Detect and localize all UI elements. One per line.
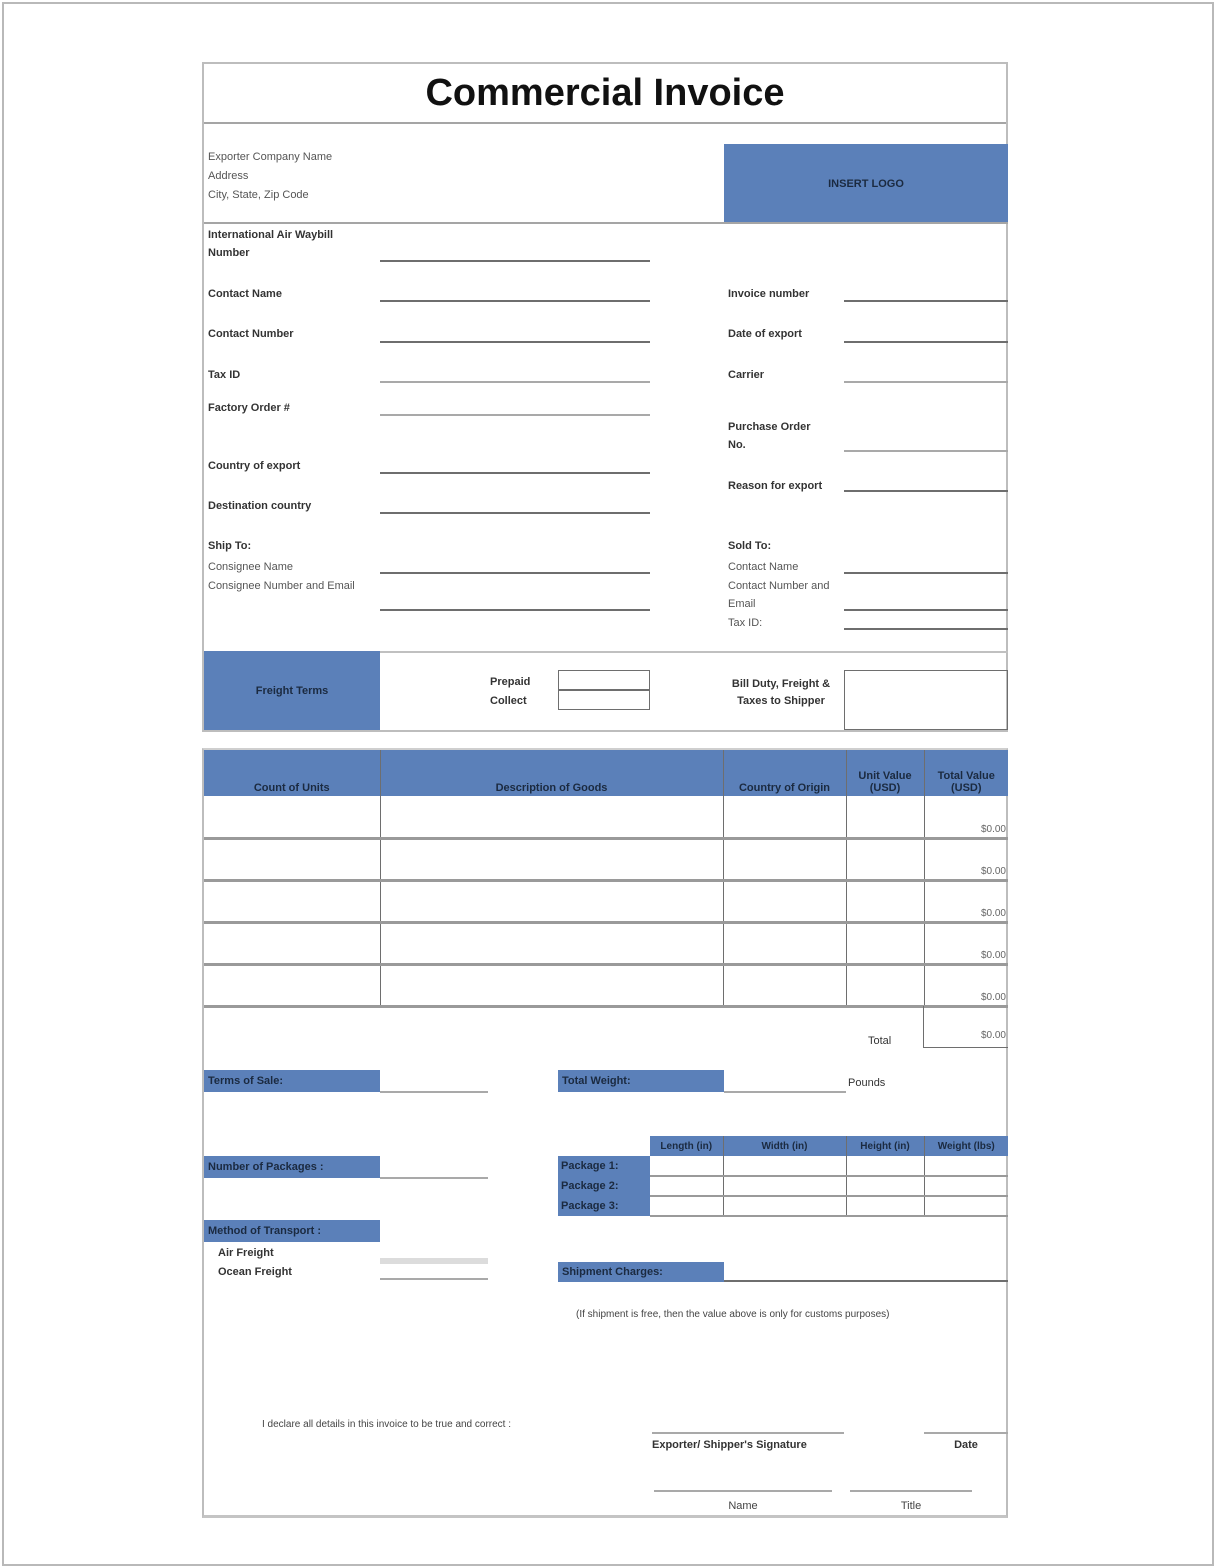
sold-to-contact-number-input[interactable] bbox=[844, 609, 1008, 611]
air-waybill-label: International Air Waybill Number bbox=[208, 229, 334, 259]
destination-country-label: Destination country bbox=[208, 500, 312, 512]
ship-to-heading: Ship To: bbox=[208, 540, 252, 552]
contact-name-input[interactable] bbox=[380, 300, 650, 302]
column-header: Description of Goods bbox=[380, 750, 723, 796]
sold-to-tax-id-input[interactable] bbox=[844, 628, 1008, 630]
customs-note: (If shipment is free, then the value above is only for customs purposes) bbox=[576, 1309, 890, 1320]
unit-value-cell[interactable] bbox=[846, 922, 924, 964]
prepaid-checkbox[interactable] bbox=[558, 670, 650, 690]
width-cell[interactable] bbox=[723, 1176, 846, 1196]
origin-cell[interactable] bbox=[723, 964, 846, 1006]
table-row bbox=[204, 964, 1008, 1006]
logo-label: INSERT LOGO bbox=[828, 178, 904, 190]
height-cell[interactable] bbox=[846, 1196, 924, 1216]
consignee-number-email-input[interactable] bbox=[380, 609, 650, 611]
purchase-order-label: Purchase Order No. bbox=[728, 421, 811, 451]
package-label: Package 2: bbox=[558, 1176, 650, 1196]
unit-value-cell[interactable] bbox=[846, 838, 924, 880]
freight-terms-label bbox=[204, 651, 380, 730]
empty-corner bbox=[558, 1136, 650, 1156]
shipment-charges-input[interactable] bbox=[724, 1280, 1008, 1282]
date-input[interactable] bbox=[924, 1432, 1008, 1434]
purchase-order-input[interactable] bbox=[844, 450, 1008, 452]
weight-cell[interactable] bbox=[924, 1156, 1008, 1176]
carrier-input[interactable] bbox=[844, 381, 1008, 383]
table-row bbox=[558, 1176, 1008, 1196]
table-row bbox=[204, 796, 1008, 838]
table-row bbox=[204, 838, 1008, 880]
total-weight-input[interactable] bbox=[724, 1091, 846, 1093]
shipment-charges-text: Shipment Charges: bbox=[562, 1266, 663, 1278]
count-cell[interactable] bbox=[204, 964, 380, 1006]
width-cell[interactable] bbox=[723, 1196, 846, 1216]
declaration-text: I declare all details in this invoice to be true and correct : bbox=[262, 1419, 512, 1430]
packages-table bbox=[558, 1136, 1008, 1217]
exporter-signature-label: Exporter/ Shipper's Signature bbox=[652, 1439, 807, 1451]
exporter-company-name[interactable]: Exporter Company Name bbox=[208, 151, 333, 163]
prepaid-label: Prepaid bbox=[490, 676, 531, 688]
height-cell[interactable] bbox=[846, 1156, 924, 1176]
insert-logo-placeholder[interactable] bbox=[724, 144, 1008, 224]
total-value-cell: $0.00 bbox=[924, 796, 1008, 838]
origin-cell[interactable] bbox=[723, 880, 846, 922]
unit-value-cell[interactable] bbox=[846, 964, 924, 1006]
number-of-packages-input[interactable] bbox=[380, 1177, 488, 1179]
exporter-city-state-zip[interactable]: City, State, Zip Code bbox=[208, 189, 309, 201]
description-cell[interactable] bbox=[380, 922, 723, 964]
name-label: Name bbox=[728, 1500, 758, 1512]
sold-to-tax-id-label: Tax ID: bbox=[728, 617, 763, 629]
package-label: Package 3: bbox=[558, 1196, 650, 1216]
length-cell[interactable] bbox=[650, 1176, 723, 1196]
table-row bbox=[558, 1196, 1008, 1216]
weight-cell[interactable] bbox=[924, 1196, 1008, 1216]
total-weight-label bbox=[558, 1070, 724, 1092]
unit-value-cell[interactable] bbox=[846, 880, 924, 922]
terms-of-sale-label bbox=[204, 1070, 380, 1092]
carrier-label: Carrier bbox=[728, 369, 765, 381]
number-of-packages-label bbox=[204, 1156, 380, 1178]
column-header: Weight (lbs) bbox=[924, 1136, 1008, 1156]
page-title: Commercial Invoice bbox=[204, 64, 1006, 124]
shipment-charges-label bbox=[558, 1262, 724, 1282]
method-of-transport-text: Method of Transport : bbox=[208, 1225, 322, 1237]
terms-of-sale-text: Terms of Sale: bbox=[208, 1075, 283, 1087]
pounds-unit: Pounds bbox=[848, 1077, 886, 1089]
bill-duty-label: Bill Duty, Freight & Taxes to Shipper bbox=[731, 678, 831, 707]
origin-cell[interactable] bbox=[723, 796, 846, 838]
tax-id-input[interactable] bbox=[380, 381, 650, 383]
total-weight-text: Total Weight: bbox=[562, 1075, 631, 1087]
bill-duty-input[interactable] bbox=[844, 670, 1008, 730]
date-of-export-input[interactable] bbox=[844, 341, 1008, 343]
total-label: Total bbox=[868, 1035, 892, 1047]
count-cell[interactable] bbox=[204, 922, 380, 964]
destination-country-input[interactable] bbox=[380, 512, 650, 514]
total-value-cell: $0.00 bbox=[924, 838, 1008, 880]
description-cell[interactable] bbox=[380, 796, 723, 838]
column-header: Unit Value (USD) bbox=[846, 750, 924, 796]
contact-number-input[interactable] bbox=[380, 341, 650, 343]
description-cell[interactable] bbox=[380, 880, 723, 922]
items-table bbox=[204, 750, 1008, 1008]
collect-checkbox[interactable] bbox=[558, 690, 650, 710]
table-row bbox=[204, 922, 1008, 964]
length-cell[interactable] bbox=[650, 1196, 723, 1216]
column-header: Total Value (USD) bbox=[924, 750, 1008, 796]
factory-order-label: Factory Order # bbox=[208, 402, 290, 414]
column-header: Height (in) bbox=[846, 1136, 924, 1156]
invoice-items-section bbox=[202, 748, 1008, 1518]
date-of-export-label: Date of export bbox=[728, 328, 802, 340]
width-cell[interactable] bbox=[723, 1156, 846, 1176]
origin-cell[interactable] bbox=[723, 838, 846, 880]
items-table-header bbox=[204, 750, 1008, 796]
invoice-number-label: Invoice number bbox=[728, 288, 810, 300]
date-label: Date bbox=[954, 1439, 978, 1451]
table-row bbox=[204, 880, 1008, 922]
count-cell[interactable] bbox=[204, 796, 380, 838]
total-value-cell: $0.00 bbox=[924, 880, 1008, 922]
name-input[interactable] bbox=[654, 1490, 832, 1492]
count-cell[interactable] bbox=[204, 880, 380, 922]
package-label: Package 1: bbox=[558, 1156, 650, 1176]
count-cell[interactable] bbox=[204, 838, 380, 880]
exporter-signature-input[interactable] bbox=[652, 1432, 844, 1434]
contact-name-label: Contact Name bbox=[208, 288, 282, 300]
sold-to-heading: Sold To: bbox=[728, 540, 772, 552]
freight-terms-text: Freight Terms bbox=[255, 684, 329, 697]
height-cell[interactable] bbox=[846, 1176, 924, 1196]
ocean-freight-input[interactable] bbox=[380, 1278, 488, 1280]
exporter-address[interactable]: Address bbox=[208, 170, 249, 182]
method-of-transport-label bbox=[204, 1220, 380, 1242]
column-header: Width (in) bbox=[723, 1136, 846, 1156]
title-input[interactable] bbox=[850, 1490, 972, 1492]
weight-cell[interactable] bbox=[924, 1176, 1008, 1196]
description-cell[interactable] bbox=[380, 838, 723, 880]
reason-for-export-label: Reason for export bbox=[728, 480, 823, 492]
sold-to-contact-name-label: Contact Name bbox=[728, 561, 799, 573]
total-value-cell: $0.00 bbox=[924, 922, 1008, 964]
consignee-name-label: Consignee Name bbox=[208, 561, 293, 573]
sold-to-contact-name-input[interactable] bbox=[844, 572, 1008, 574]
tax-id-label: Tax ID bbox=[208, 369, 241, 381]
sold-to-contact-number-label: Contact Number and Email bbox=[728, 580, 830, 610]
air-freight-input[interactable] bbox=[380, 1258, 488, 1264]
column-header: Country of Origin bbox=[723, 750, 846, 796]
country-of-export-input[interactable] bbox=[380, 472, 650, 474]
divider bbox=[380, 651, 1008, 653]
invoice-number-input[interactable] bbox=[844, 300, 1008, 302]
air-waybill-input[interactable] bbox=[380, 260, 650, 262]
origin-cell[interactable] bbox=[723, 922, 846, 964]
description-cell[interactable] bbox=[380, 964, 723, 1006]
ocean-freight-option[interactable]: Ocean Freight bbox=[218, 1266, 292, 1278]
title-label: Title bbox=[900, 1500, 922, 1512]
air-freight-option[interactable]: Air Freight bbox=[218, 1247, 274, 1259]
unit-value-cell[interactable] bbox=[846, 796, 924, 838]
divider bbox=[204, 222, 1008, 224]
table-row bbox=[558, 1156, 1008, 1176]
country-of-export-label: Country of export bbox=[208, 460, 301, 472]
column-header: Count of Units bbox=[204, 750, 380, 796]
reason-for-export-input[interactable] bbox=[844, 490, 1008, 492]
grand-total-value: $0.00 bbox=[923, 1006, 1008, 1048]
contact-number-label: Contact Number bbox=[208, 328, 294, 340]
column-header: Length (in) bbox=[650, 1136, 723, 1156]
total-value-cell: $0.00 bbox=[924, 964, 1008, 1006]
length-cell[interactable] bbox=[650, 1156, 723, 1176]
consignee-number-email-label: Consignee Number and Email bbox=[208, 580, 355, 592]
number-of-packages-text: Number of Packages : bbox=[208, 1161, 324, 1173]
terms-of-sale-input[interactable] bbox=[380, 1091, 488, 1093]
consignee-name-input[interactable] bbox=[380, 572, 650, 574]
collect-label: Collect bbox=[490, 695, 527, 707]
invoice-header-section bbox=[202, 62, 1008, 732]
factory-order-input[interactable] bbox=[380, 414, 650, 416]
